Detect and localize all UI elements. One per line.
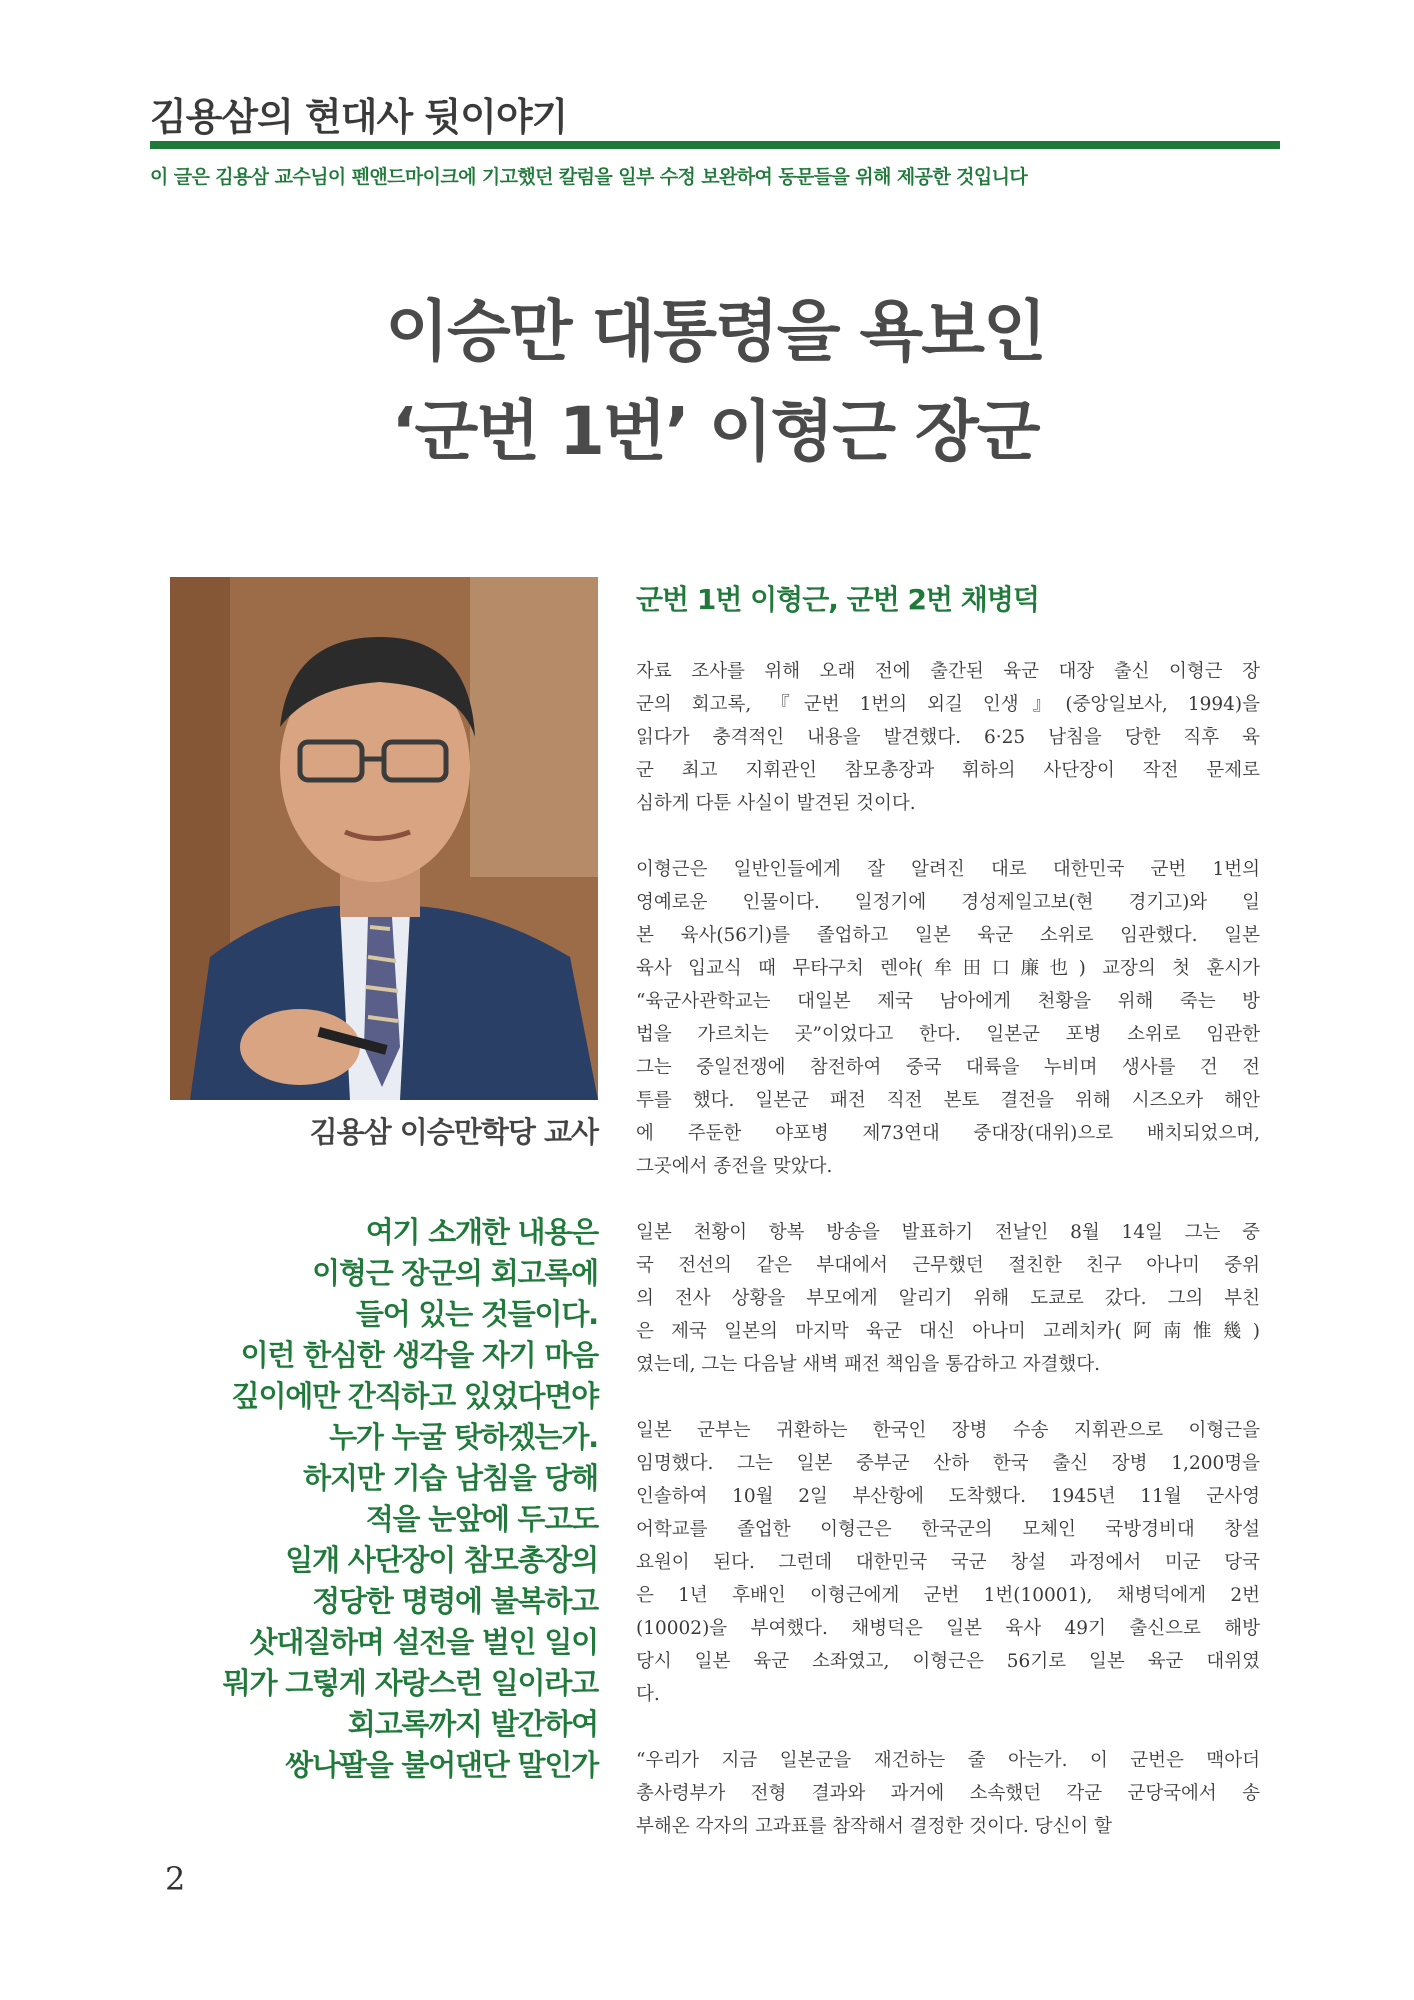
article-line: 법을 가르치는 곳”이었다고 한다. 일본군 포병 소위로 임관한	[636, 1024, 1260, 1045]
photo-caption: 김용삼 이승만학당 교사	[309, 1115, 598, 1149]
series-subtitle: 이 글은 김용삼 교수님이 펜앤드마이크에 기고했던 칼럼을 일부 수정 보완하여 동문들을 위해 제공한 것입니다	[150, 166, 1028, 188]
pull-quote	[150, 1212, 598, 1786]
article-line: 당시 일본 육군 소좌였고, 이형근은 56기로 일본 육군 대위였	[636, 1651, 1260, 1672]
article-line: 국 전선의 같은 부대에서 근무했던 절친한 친구 아나미 중위	[636, 1255, 1260, 1276]
pull-quote-line: 하지만 기습 남침을 당해	[303, 1461, 598, 1495]
pull-quote-line: 누가 누굴 탓하겠는가.	[329, 1420, 598, 1454]
article-line: 의 전사 상황을 부모에게 알리기 위해 도쿄로 갔다. 그의 부친	[636, 1288, 1260, 1309]
article-line: 다.	[636, 1684, 660, 1705]
article-title-line: 이승만 대통령을 욕보인	[385, 293, 1045, 370]
article-line: 어학교를 졸업한 이형근은 한국군의 모체인 국방경비대 창설	[636, 1519, 1260, 1540]
article-line: 심하게 다툰 사실이 발견된 것이다.	[636, 793, 916, 814]
article-line: 은 제국 일본의 마지막 육군 대신 아나미 고레치카(阿南惟幾)	[636, 1321, 1260, 1342]
article-title-line: ‘군번 1번’ 이형근 장군	[391, 393, 1039, 470]
article-body	[636, 655, 1260, 1876]
article-paragraph	[636, 1744, 1260, 1843]
article-line: 총사령부가 전형 결과와 과거에 소속했던 각군 군당국에서 송	[636, 1783, 1260, 1804]
article-paragraph	[636, 853, 1260, 1183]
article-line: 요원이 된다. 그런데 대한민국 국군 창설 과정에서 미군 당국	[636, 1552, 1260, 1573]
section-heading: 군번 1번 이형근, 군번 2번 채병덕	[636, 583, 1039, 616]
article-paragraph	[636, 655, 1260, 820]
article-line: 자료 조사를 위해 오래 전에 출간된 육군 대장 출신 이형근 장	[636, 661, 1260, 682]
pull-quote-line: 적을 눈앞에 두고도	[365, 1502, 598, 1536]
article-line: “우리가 지금 일본군을 재건하는 줄 아는가. 이 군번은 맥아더	[636, 1750, 1260, 1771]
article-line: 본 육사(56기)를 졸업하고 일본 육군 소위로 임관했다. 일본	[636, 925, 1260, 946]
article-line: 투를 했다. 일본군 패전 직전 본토 결전을 위해 시즈오카 해안	[636, 1090, 1260, 1111]
pull-quote-line: 일개 사단장이 참모총장의	[285, 1543, 598, 1577]
article-line: “육군사관학교는 대일본 제국 남아에게 천황을 위해 죽는 방	[636, 991, 1260, 1012]
pull-quote-line: 들어 있는 것들이다.	[355, 1297, 598, 1331]
pull-quote-line: 쌍나팔을 불어댄단 말인가	[285, 1748, 598, 1782]
article-line: 군 최고 지휘관인 참모총장과 휘하의 사단장이 작전 문제로	[636, 760, 1260, 781]
article-line: 그는 중일전쟁에 참전하여 중국 대륙을 누비며 생사를 건 전	[636, 1057, 1260, 1078]
pull-quote-line: 회고록까지 발간하여	[347, 1707, 598, 1741]
pull-quote-line: 여기 소개한 내용은	[365, 1215, 598, 1249]
pull-quote-line: 이형근 장군의 회고록에	[312, 1256, 598, 1290]
article-line: 읽다가 충격적인 내용을 발견했다. 6·25 남침을 당한 직후 육	[636, 727, 1260, 748]
article-line: 이형근은 일반인들에게 잘 알려진 대로 대한민국 군번 1번의	[636, 859, 1260, 880]
pull-quote-line: 이런 한심한 생각을 자기 마음	[240, 1338, 598, 1372]
series-title: 김용삼의 현대사 뒷이야기	[150, 95, 568, 139]
header-rule	[150, 141, 1280, 149]
article-line: 그곳에서 종전을 맞았다.	[636, 1156, 833, 1177]
pull-quote-line: 뭐가 그렇게 자랑스런 일이라고	[222, 1666, 598, 1700]
article-line: 인솔하여 10월 2일 부산항에 도착했다. 1945년 11월 군사영	[636, 1486, 1260, 1507]
article-line: 일본 군부는 귀환하는 한국인 장병 수송 지휘관으로 이형근을	[636, 1420, 1260, 1441]
article-paragraph	[636, 1414, 1260, 1711]
article-line: (10002)을 부여했다. 채병덕은 일본 육사 49기 출신으로 해방	[636, 1618, 1260, 1639]
article-line: 일본 천황이 항복 방송을 발표하기 전날인 8월 14일 그는 중	[636, 1222, 1260, 1243]
article-line: 은 1년 후배인 이형근에게 군번 1번(10001), 채병덕에게 2번	[636, 1585, 1260, 1606]
author-photo-illustration	[170, 577, 598, 1100]
article-line: 에 주둔한 야포병 제73연대 중대장(대위)으로 배치되었으며,	[636, 1123, 1260, 1144]
pull-quote-line: 깊이에만 간직하고 있었다면야	[231, 1379, 598, 1413]
article-line: 였는데, 그는 다음날 새벽 패전 책임을 통감하고 자결했다.	[636, 1354, 1100, 1375]
pull-quote-line: 정당한 명령에 불복하고	[312, 1584, 598, 1618]
article-line: 부해온 각자의 고과표를 참작해서 결정한 것이다. 당신이 할	[636, 1816, 1112, 1837]
article-line: 육사 입교식 때 무타구치 렌야(牟田口廉也) 교장의 첫 훈시가	[636, 958, 1260, 979]
pull-quote-line: 삿대질하며 설전을 벌인 일이	[249, 1625, 598, 1659]
article-paragraph	[636, 1216, 1260, 1381]
author-photo	[170, 577, 598, 1100]
article-line: 영예로운 인물이다. 일정기에 경성제일고보(현 경기고)와 일	[636, 892, 1260, 913]
article-line: 임명했다. 그는 일본 중부군 산하 한국 출신 장병 1,200명을	[636, 1453, 1260, 1474]
article-line: 군의 회고록, 『군번 1번의 외길 인생』(중앙일보사, 1994)을	[636, 694, 1260, 715]
page-number: 2	[165, 1860, 186, 1898]
article-title	[150, 282, 1280, 482]
